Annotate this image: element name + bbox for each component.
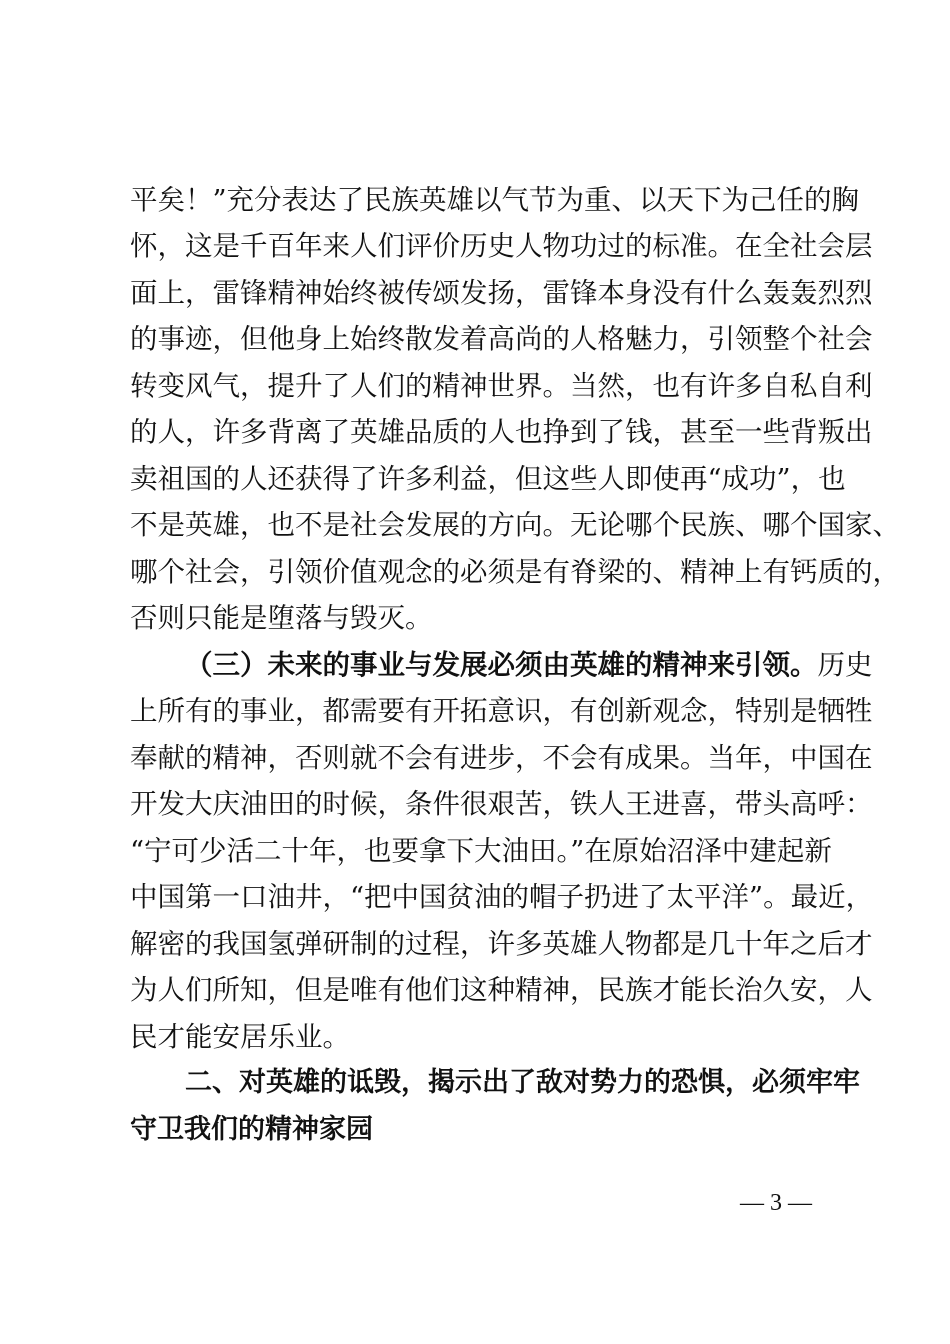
section-heading-line: 二、对英雄的诋毁，揭示出了敌对势力的恐惧，必须牢牢 bbox=[185, 1067, 860, 1098]
paragraph-line: 解密的我国氢弹研制的过程，许多英雄人物都是几十年之后才 bbox=[130, 928, 873, 960]
paragraph-line: 面上，雷锋精神始终被传颂发扬，雷锋本身没有什么轰轰烈烈 bbox=[130, 277, 873, 309]
paragraph-line: 奉献的精神，否则就不会有进步，不会有成果。当年，中国在 bbox=[130, 742, 873, 774]
paragraph-line: 转变风气，提升了人们的精神世界。当然，也有许多自私自利 bbox=[130, 370, 873, 402]
paragraph-line: 哪个社会，引领价值观念的必须是有脊梁的、精神上有钙质的， bbox=[130, 556, 900, 588]
paragraph-line: 民才能安居乐业。 bbox=[130, 1021, 350, 1053]
paragraph-line: 上所有的事业，都需要有开拓意识，有创新观念，特别是牺牲 bbox=[130, 695, 873, 727]
section-heading-line: 守卫我们的精神家园 bbox=[130, 1114, 373, 1145]
paragraph-line: 不是英雄，也不是社会发展的方向。无论哪个民族、哪个国家、 bbox=[130, 509, 900, 541]
paragraph-line: 怀，这是千百年来人们评价历史人物功过的标准。在全社会层 bbox=[130, 230, 873, 262]
paragraph-line: 否则只能是堕落与毁灭。 bbox=[130, 602, 433, 634]
paragraph-line: 开发大庆油田的时候，条件很艰苦，铁人王进喜，带头高呼： bbox=[130, 788, 873, 820]
page-number: — 3 — bbox=[740, 1190, 812, 1216]
paragraph-line: 平矣！”充分表达了民族英雄以气节为重、以天下为己任的胸 bbox=[130, 184, 860, 216]
subsection-title: （三）未来的事业与发展必须由英雄的精神来引领。 bbox=[185, 649, 818, 681]
paragraph-line: 中国第一口油井，“把中国贫油的帽子扔进了太平洋”。最近， bbox=[130, 881, 874, 913]
paragraph-text: 历史 bbox=[817, 649, 873, 681]
paragraph-first-line bbox=[185, 647, 873, 683]
paragraph-line: 卖祖国的人还获得了许多利益，但这些人即使再“成功”，也 bbox=[130, 463, 846, 495]
paragraph-line: 的人，许多背离了英雄品质的人也挣到了钱，甚至一些背叛出 bbox=[130, 416, 873, 448]
paragraph-line: 为人们所知，但是唯有他们这种精神，民族才能长治久安，人 bbox=[130, 974, 873, 1006]
paragraph-line: “宁可少活二十年，也要拿下大油田。”在原始沼泽中建起新 bbox=[130, 835, 832, 867]
paragraph-line: 的事迹，但他身上始终散发着高尚的人格魅力，引领整个社会 bbox=[130, 323, 873, 355]
